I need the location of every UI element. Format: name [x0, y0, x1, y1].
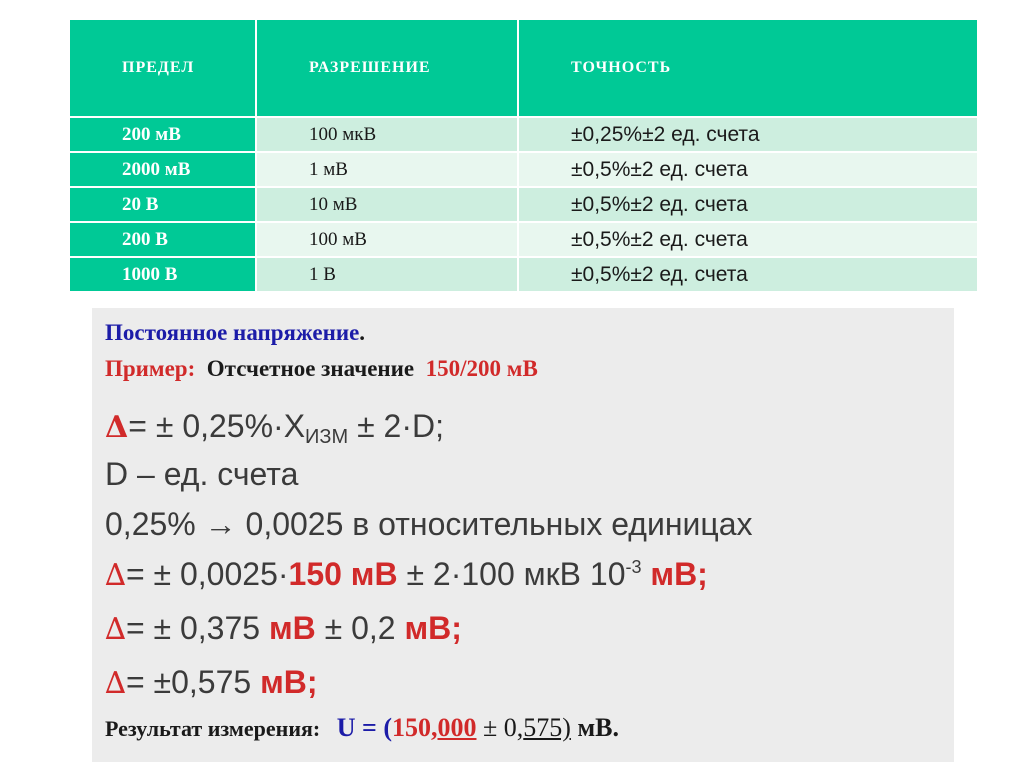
cell-range: 2000 мВ — [69, 152, 256, 187]
specification-table — [68, 18, 979, 293]
panel-title-period: . — [359, 320, 366, 345]
formula2-c: ± 2·100 мкВ 10 — [397, 556, 626, 592]
delta-symbol: ∆ — [105, 612, 126, 647]
formula1-post: ± 2·D; — [348, 408, 444, 444]
cell-accuracy: ±0,5%±2 ед. счета — [518, 152, 978, 187]
table-row — [69, 222, 978, 257]
formula3-c: ± 0,2 — [315, 610, 405, 646]
formula-error-general — [105, 408, 444, 449]
example-text: Отсчетное значение — [206, 356, 415, 381]
formula1-pre: = ± 0,25%·X — [128, 408, 306, 444]
cell-range: 200 мВ — [69, 117, 256, 152]
formula1-subscript: ИЗМ — [305, 426, 349, 448]
formula2-d: мВ; — [641, 556, 708, 592]
measurement-result — [105, 713, 619, 743]
cell-resolution: 100 мкВ — [256, 117, 518, 152]
formula2-a: = ± 0,0025· — [125, 556, 289, 592]
header-accuracy: ТОЧНОСТЬ — [518, 19, 978, 117]
result-label: Результат измерения: — [105, 716, 321, 741]
result-v3: 575) — [523, 713, 571, 742]
table-row — [69, 187, 978, 222]
formula4-b: мВ; — [260, 664, 318, 700]
relative-units-line: 0,25% → 0,0025 в относительных единицах — [105, 506, 753, 542]
cell-range: 20 В — [69, 187, 256, 222]
formula3-a: = ± 0,375 — [125, 610, 269, 646]
example-panel — [92, 308, 954, 762]
formula4-a: = ±0,575 — [125, 664, 261, 700]
table-row — [69, 257, 978, 292]
cell-accuracy: ±0,5%±2 ед. счета — [518, 257, 978, 292]
result-pm: ± 0, — [476, 713, 524, 742]
delta-symbol: Δ — [105, 410, 129, 445]
table-row — [69, 152, 978, 187]
cell-range: 200 В — [69, 222, 256, 257]
cell-accuracy: ±0,5%±2 ед. счета — [518, 222, 978, 257]
cell-resolution: 1 мВ — [256, 152, 518, 187]
formula2-sup: -3 — [625, 557, 642, 577]
formula3-d: мВ; — [404, 610, 462, 646]
result-v1: 150, — [391, 713, 438, 742]
cell-range: 1000 В — [69, 257, 256, 292]
result-unit: мВ. — [570, 713, 619, 742]
formula-substituted — [105, 556, 708, 593]
formula-final — [105, 664, 318, 701]
d-definition: D – ед. счета — [105, 456, 299, 492]
cell-accuracy: ±0,25%±2 ед. счета — [518, 117, 978, 152]
table-header-row — [69, 19, 978, 117]
cell-resolution: 10 мВ — [256, 187, 518, 222]
panel-title-text: Постоянное напряжение — [105, 320, 360, 345]
cell-resolution: 1 В — [256, 257, 518, 292]
header-range: ПРЕДЕЛ — [69, 19, 256, 117]
example-value: 150/200 мВ — [425, 356, 538, 381]
formula-partial — [105, 610, 462, 647]
result-v2: 000 — [437, 713, 477, 742]
delta-symbol: ∆ — [105, 666, 126, 701]
example-line — [105, 356, 538, 382]
formula3-b: мВ — [268, 610, 316, 646]
cell-accuracy: ±0,5%±2 ед. счета — [518, 187, 978, 222]
example-label: Пример: — [105, 356, 196, 381]
formula2-b: 150 мВ — [288, 556, 398, 592]
cell-resolution: 100 мВ — [256, 222, 518, 257]
table-row — [69, 117, 978, 152]
header-resolution: РАЗРЕШЕНИЕ — [256, 19, 518, 117]
result-u: U = ( — [336, 713, 392, 742]
delta-symbol: ∆ — [105, 558, 126, 593]
panel-title — [105, 320, 365, 346]
